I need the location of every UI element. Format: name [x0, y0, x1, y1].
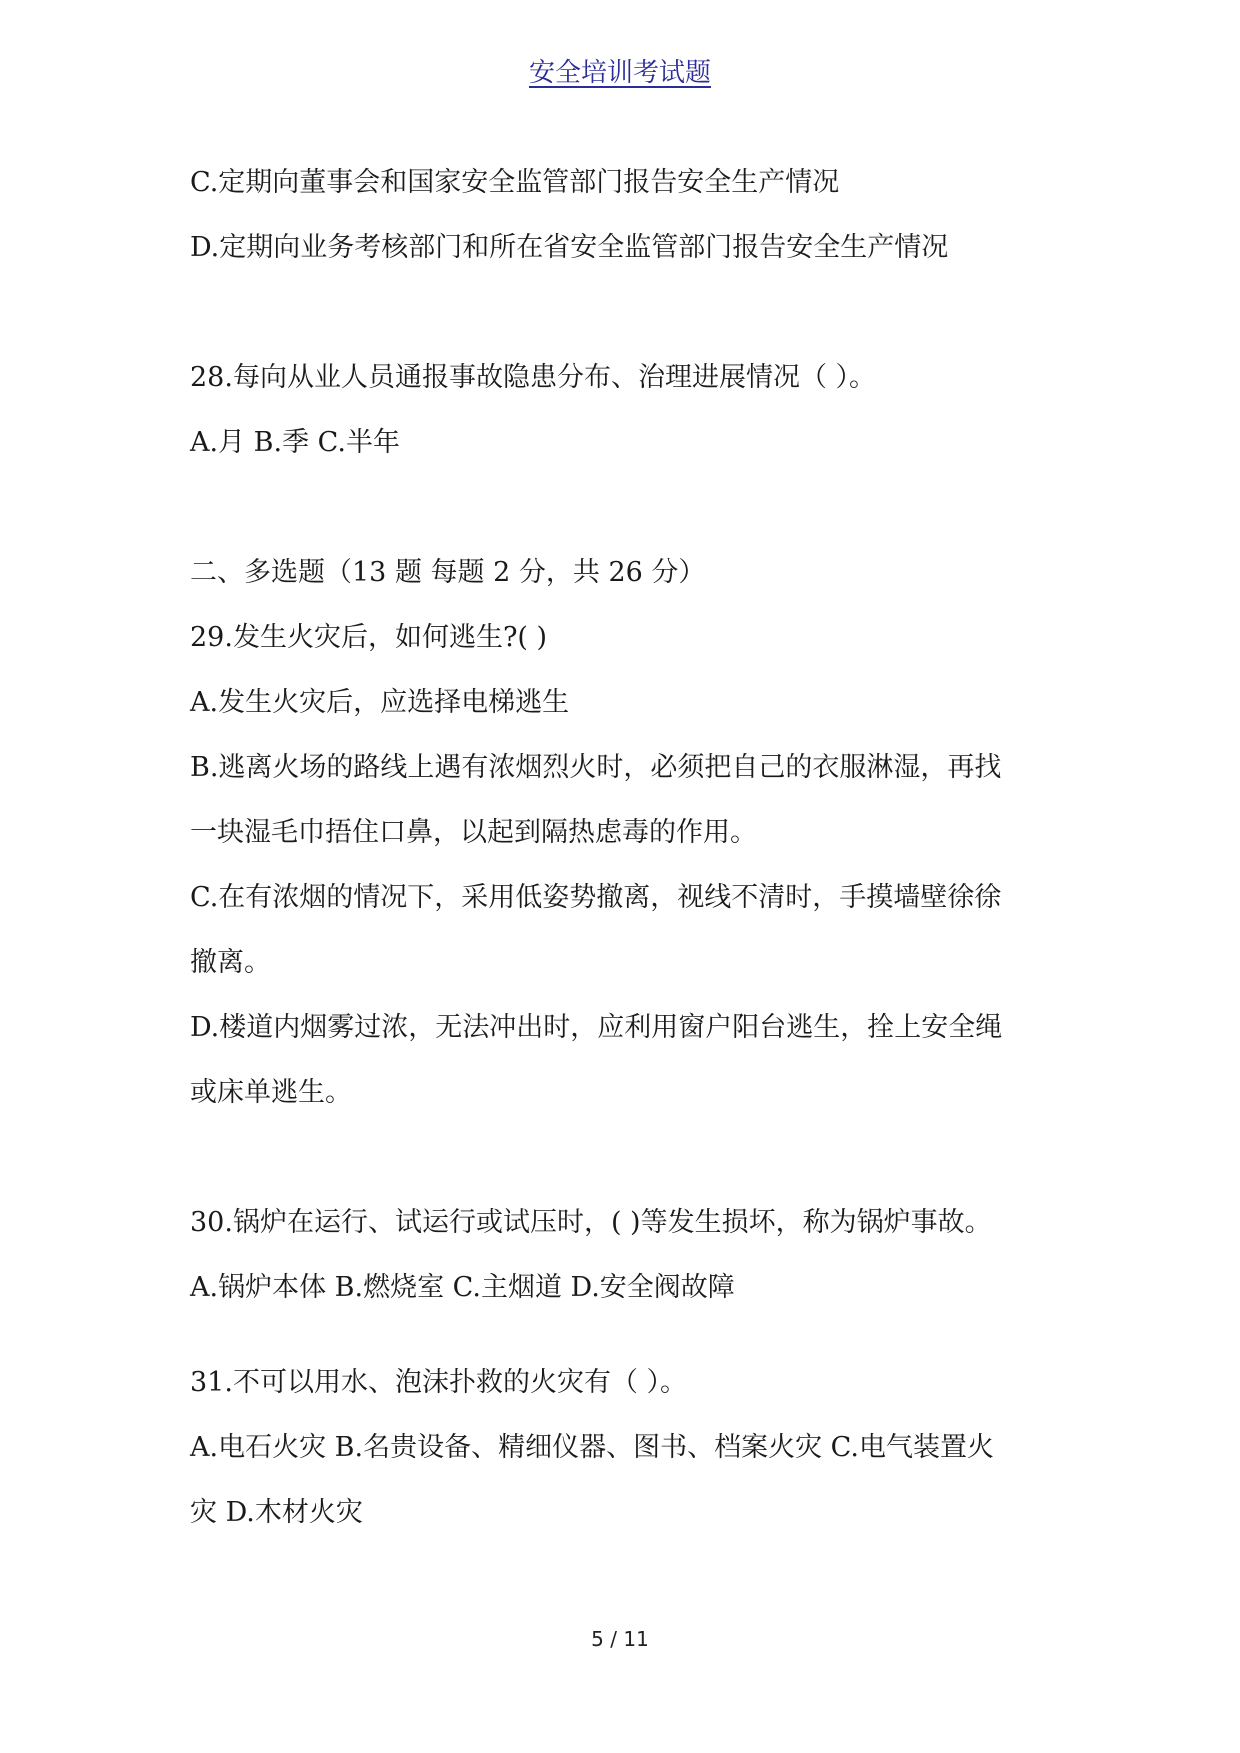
question-line: 29.发生火灾后，如何逃生?( )	[190, 622, 548, 653]
option-line: 或床单逃生。	[190, 1077, 352, 1108]
header-title-link[interactable]: 安全培训考试题	[528, 58, 711, 88]
option-line: D.楼道内烟雾过浓，无法冲出时，应利用窗户阳台逃生，拴上安全绳	[190, 1012, 1003, 1043]
page-number: 5 / 11	[591, 1627, 649, 1651]
option-line: 一块湿毛巾捂住口鼻，以起到隔热虑毒的作用。	[190, 817, 757, 848]
option-line: A.锅炉本体 B.燃烧室 C.主烟道 D.安全阀故障	[190, 1272, 735, 1303]
option-line: 灾 D.木材火灾	[190, 1497, 363, 1528]
option-line: D.定期向业务考核部门和所在省安全监管部门报告安全生产情况	[190, 232, 949, 263]
question-line: 30.锅炉在运行、试运行或试压时，( )等发生损坏，称为锅炉事故。	[190, 1207, 992, 1238]
question-line: 31.不可以用水、泡沫扑救的火灾有（ ）。	[190, 1367, 688, 1398]
option-line: 撤离。	[190, 947, 271, 978]
question-line: 28.每向从业人员通报事故隐患分布、治理进展情况（ ）。	[190, 362, 877, 393]
option-line: A.发生火灾后，应选择电梯逃生	[190, 687, 570, 718]
section-heading: 二、多选题（13 题 每题 2 分，共 26 分）	[190, 557, 706, 588]
page-header	[0, 52, 1240, 89]
option-line: A.电石火灾 B.名贵设备、精细仪器、图书、档案火灾 C.电气装置火	[190, 1432, 994, 1463]
option-line: B.逃离火场的路线上遇有浓烟烈火时，必须把自己的衣服淋湿，再找	[190, 752, 1002, 783]
option-line: C.在有浓烟的情况下，采用低姿势撤离，视线不清时，手摸墙壁徐徐	[190, 882, 1002, 913]
option-line: C.定期向董事会和国家安全监管部门报告安全生产情况	[190, 167, 840, 198]
option-line: A.月 B.季 C.半年	[190, 427, 400, 458]
